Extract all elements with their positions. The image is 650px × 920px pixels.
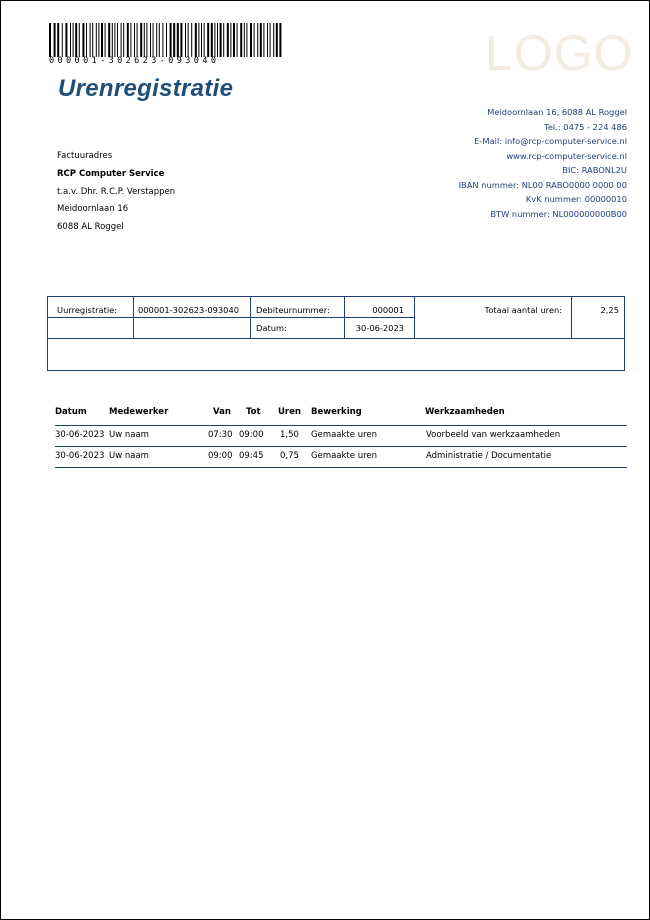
barcode-bar [86, 23, 87, 57]
company-iban: IBAN nummer: NL00 RABO0000 0000 00 [458, 179, 627, 190]
barcode-bar [101, 23, 103, 57]
cell-uren: 1,50 [280, 430, 299, 440]
info-box [47, 296, 625, 371]
date-value: 30-06-2023 [355, 323, 404, 333]
info-divider [48, 338, 624, 339]
cell-uren: 0,75 [280, 451, 299, 461]
billing-heading: Factuuradres [57, 151, 113, 161]
info-divider [250, 297, 251, 338]
barcode-bar [230, 23, 231, 57]
cell-bewerking: Gemaakte uren [311, 451, 378, 461]
barcode-bar [82, 23, 84, 57]
barcode-bar [263, 23, 264, 57]
barcode-bar [177, 23, 179, 57]
billing-address [57, 148, 175, 237]
barcode-bar [57, 23, 59, 57]
barcode-bar [220, 23, 222, 57]
barcode-bar [195, 23, 197, 57]
barcode-bar [112, 23, 113, 57]
barcode-bar [257, 23, 258, 57]
barcode-bar [170, 23, 172, 57]
info-divider [571, 297, 572, 338]
cell-van: 09:00 [208, 451, 233, 461]
info-divider [344, 297, 345, 338]
barcode-bar [54, 23, 56, 57]
header-medewerker: Medewerker [109, 407, 169, 417]
barcode-bar [121, 23, 122, 57]
cell-datum: 30-06-2023 [55, 430, 105, 440]
billing-street: Meidoornlaan 16 [57, 204, 129, 215]
barcode-bar [140, 23, 142, 57]
barcode-bar [217, 23, 218, 57]
billing-city: 6088 AL Roggel [57, 222, 124, 233]
barcode-bar [207, 23, 209, 57]
barcode-bar [173, 23, 175, 57]
date-label: Datum: [256, 323, 287, 333]
table-header [55, 405, 627, 426]
barcode-bar [276, 23, 278, 57]
header-bewerking: Bewerking [311, 407, 362, 417]
company-website: www.rcp-computer-service.nl [506, 150, 627, 161]
header-werkzaamheden: Werkzaamheden [425, 407, 505, 417]
hours-table [55, 405, 627, 468]
barcode-bar [279, 23, 281, 57]
barcode-bar [92, 23, 93, 57]
page-title: Urenregistratie [58, 75, 234, 102]
barcode-bar [246, 23, 247, 57]
company-bic: BIC: RABONL2U [562, 165, 627, 175]
barcode-bar [204, 23, 205, 57]
cell-tot: 09:45 [239, 451, 264, 461]
header-tot: Tot [246, 407, 261, 417]
barcode-bar [75, 23, 77, 57]
table-row [55, 447, 627, 468]
barcode-bar [49, 23, 51, 57]
info-divider [414, 297, 415, 338]
barcode-bar [237, 23, 238, 57]
cell-tot: 09:00 [239, 430, 264, 440]
info-divider [48, 317, 414, 318]
barcode-bar [166, 23, 167, 57]
barcode-bar [223, 23, 224, 57]
barcode-bar [250, 23, 252, 57]
billing-attn: t.a.v. Dhr. R.C.P. Verstappen [57, 186, 176, 197]
barcode-bar [117, 23, 118, 57]
barcode [49, 23, 283, 57]
company-email: E-Mail: info@rcp-computer-service.nl [474, 136, 627, 146]
total-hours-label: Totaal aantal uren: [484, 305, 562, 315]
barcode-bar [79, 23, 80, 57]
barcode-bar [214, 23, 215, 57]
barcode-bar [70, 23, 71, 57]
logo-placeholder: LOGO [485, 25, 634, 81]
barcode-bar [144, 23, 145, 57]
barcode-text: 000001-302623-093040 [49, 56, 220, 66]
barcode-bar [105, 23, 106, 57]
barcode-bar [180, 23, 182, 57]
registration-value: 000001-302623-093040 [138, 305, 240, 315]
barcode-bar [191, 23, 192, 57]
barcode-bar [146, 23, 147, 57]
registration-label: Uurregistratie: [57, 305, 118, 315]
barcode-bar [188, 23, 189, 57]
barcode-bar [98, 23, 99, 57]
barcode-bar [233, 23, 235, 57]
barcode-bar [108, 23, 110, 57]
barcode-bar [270, 23, 271, 57]
barcode-bar [211, 23, 213, 57]
barcode-bar [227, 23, 229, 57]
barcode-bar [244, 23, 245, 57]
barcode-bar [96, 23, 97, 57]
barcode-bar [62, 23, 63, 57]
barcode-bar [162, 23, 163, 57]
debtor-label: Debiteurnummer: [256, 305, 330, 315]
barcode-bar [123, 23, 124, 57]
company-address: Meidoornlaan 16, 6088 AL Roggel [487, 107, 627, 117]
barcode-bar [150, 23, 151, 57]
barcode-bar [156, 23, 157, 57]
cell-medewerker: Uw naam [109, 451, 149, 461]
company-details [459, 105, 627, 221]
barcode-bar [130, 23, 131, 57]
billing-name: RCP Computer Service [57, 168, 165, 179]
total-hours-value: 2,25 [600, 305, 619, 315]
cell-datum: 30-06-2023 [55, 451, 105, 461]
info-divider [133, 297, 134, 338]
barcode-bar [114, 23, 115, 57]
header-van: Van [213, 407, 231, 417]
cell-bewerking: Gemaakte uren [311, 430, 378, 440]
barcode-bar [134, 23, 135, 57]
barcode-bar [153, 23, 154, 57]
barcode-bar [127, 23, 129, 57]
barcode-bar [159, 23, 160, 57]
barcode-bar [201, 23, 202, 57]
cell-werkzaamheden: Voorbeeld van werkzaamheden [426, 430, 561, 440]
company-kvk: KvK nummer: 00000010 [525, 194, 627, 204]
header-datum: Datum [55, 407, 87, 417]
barcode-bar [260, 23, 262, 57]
cell-werkzaamheden: Administratie / Documentatie [426, 451, 552, 461]
barcode-bar [90, 23, 91, 57]
barcode-bar [65, 23, 67, 57]
barcode-bar [240, 23, 242, 57]
barcode-bar [185, 23, 186, 57]
table-row [55, 426, 627, 447]
cell-medewerker: Uw naam [109, 430, 149, 440]
barcode-bar [198, 23, 199, 57]
cell-van: 07:30 [208, 430, 233, 440]
debtor-value: 000001 [372, 305, 404, 315]
barcode-bar [254, 23, 255, 57]
barcode-bar [73, 23, 74, 57]
header-uren: Uren [278, 407, 301, 417]
company-phone: Tel.: 0475 - 224 486 [544, 121, 627, 132]
barcode-bar [137, 23, 138, 57]
company-btw: BTW nummer: NL000000000B00 [490, 208, 627, 219]
barcode-bar [267, 23, 268, 57]
barcode-bar [273, 23, 274, 57]
